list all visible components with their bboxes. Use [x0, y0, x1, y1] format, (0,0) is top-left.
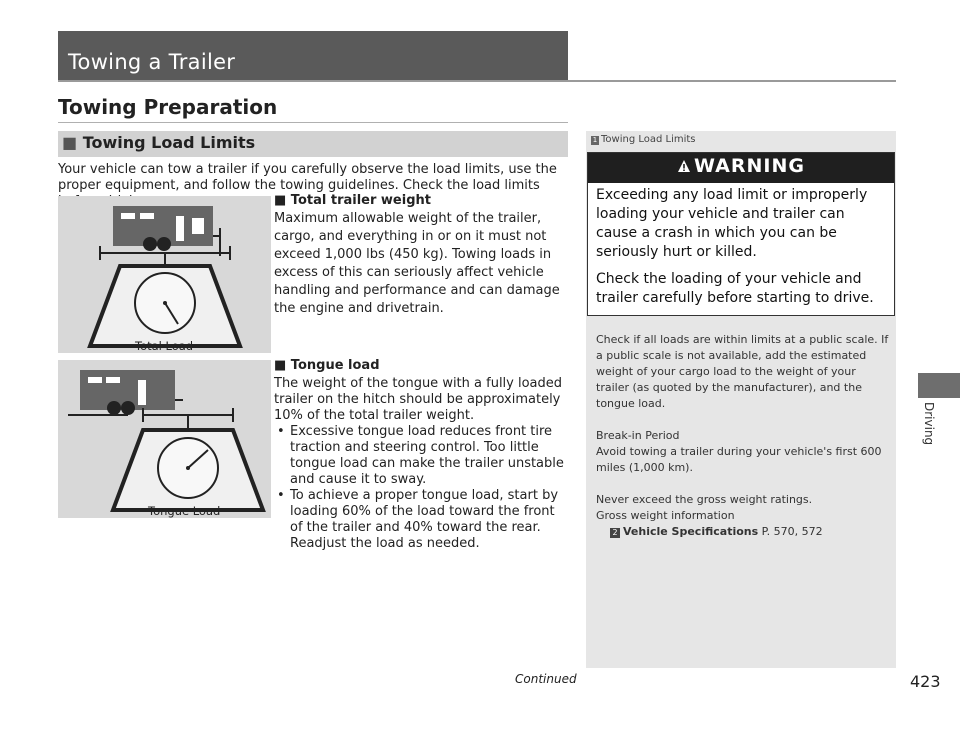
tongue-load-body: [274, 376, 564, 552]
tongue-load-bullet: • Excessive tongue load reduces front tire traction and steering control. Too little tongue load can make the trailer unstable and cause it to sway.: [274, 424, 564, 488]
cross-reference-icon: 2: [610, 528, 620, 538]
ref-title: Vehicle Specifications: [623, 525, 759, 538]
warning-triangle-icon: [677, 159, 691, 173]
gross-weight-line: Never exceed the gross weight ratings.: [596, 493, 813, 506]
tongue-load-figure: [58, 360, 271, 518]
chapter-tab-label: [922, 402, 940, 462]
tongue-load-bullet: • To achieve a proper tongue load, start by loading 60% of the load toward the front of the trailer and 40% toward the rear. Readjust the load as needed.: [274, 488, 564, 552]
trailer-door: [176, 216, 184, 241]
total-load-figure: [58, 196, 271, 353]
trailer-window: [106, 377, 120, 383]
tongue-load-text: The weight of the tongue with a fully loaded trailer on the hitch should be approximately 10% of the total trailer weight.: [274, 376, 563, 423]
side-note-heading: [591, 134, 696, 145]
subsection-title: [62, 133, 255, 152]
gross-weight-note: [596, 492, 890, 540]
intro-paragraph: Your vehicle can tow a trailer if you carefully observe the load limits, use the proper equipment, and follow the towing guidelines. Check the load limits: [58, 162, 557, 193]
side-note-heading-text: Towing Load Limits: [601, 134, 696, 145]
break-in-text: Avoid towing a trailer during your vehicle's first 600 miles (1,000 km).: [596, 445, 882, 474]
trailer-wheel: [121, 401, 135, 415]
public-scale-note: Check if all loads are within limits at a public scale. If a public scale is not available, add the estimated weight of your cargo load to the weight of your trailer (as quoted by the manufacturer), and the tongue load.: [596, 333, 889, 410]
title-divider: [58, 80, 896, 82]
trailer-wheel: [157, 237, 171, 251]
total-weight-heading: ■ Total trailer weight: [274, 193, 431, 208]
ref-pages: P. 570, 572: [758, 525, 823, 538]
vehicle-specifications-link[interactable]: [596, 525, 823, 538]
break-in-note: [596, 428, 890, 476]
chapter-title: Towing a Trailer: [68, 50, 236, 74]
total-load-scale-illustration: [58, 196, 271, 353]
chapter-tab-marker: [918, 373, 960, 398]
tongue-load-heading: ■ Tongue load: [274, 358, 380, 373]
side-note-body: [596, 332, 890, 556]
subsection-marker: ■: [62, 133, 78, 152]
trailer-window: [121, 213, 135, 219]
total-load-label: Total Load: [135, 339, 194, 353]
trailer-wheel: [107, 401, 121, 415]
warning-title-text: WARNING: [694, 155, 805, 177]
warning-paragraph: Exceeding any load limit or improperly loading your vehicle and trailer can cause a crash in which you can be seriously hurt or killed.: [596, 187, 868, 260]
trailer-window: [192, 218, 204, 234]
tongue-load-label: Tongue Load: [148, 504, 221, 518]
warning-paragraph: Check the loading of your vehicle and trailer carefully before starting to drive.: [596, 271, 874, 306]
dial-center: [186, 466, 190, 470]
side-note-marker-icon: 1: [592, 136, 598, 144]
chapter-tab-text: Driving: [922, 402, 936, 446]
trailer-window: [88, 377, 102, 383]
section-divider: [58, 122, 568, 123]
trailer-wheel: [143, 237, 157, 251]
tongue-load-scale-illustration: [58, 360, 271, 518]
total-weight-text: Maximum allowable weight of the trailer, cargo, and everything in or on it must not exceed 1,000 lbs (450 kg). Towing loads in excess of this can seriously affect vehicle handling and performance and can damage the engine and drivetrain.: [274, 211, 560, 316]
subsection-title-text: Towing Load Limits: [82, 133, 256, 152]
gross-weight-info: Gross weight information: [596, 509, 735, 522]
dial-center: [163, 301, 167, 305]
break-in-title: Break-in Period: [596, 429, 680, 442]
section-title: Towing Preparation: [58, 95, 278, 119]
page-number: 423: [910, 672, 941, 691]
warning-title: [588, 155, 894, 177]
warning-body: [596, 186, 888, 316]
trailer-window: [140, 213, 154, 219]
trailer-door: [138, 380, 146, 405]
continued-label: Continued: [515, 672, 577, 686]
